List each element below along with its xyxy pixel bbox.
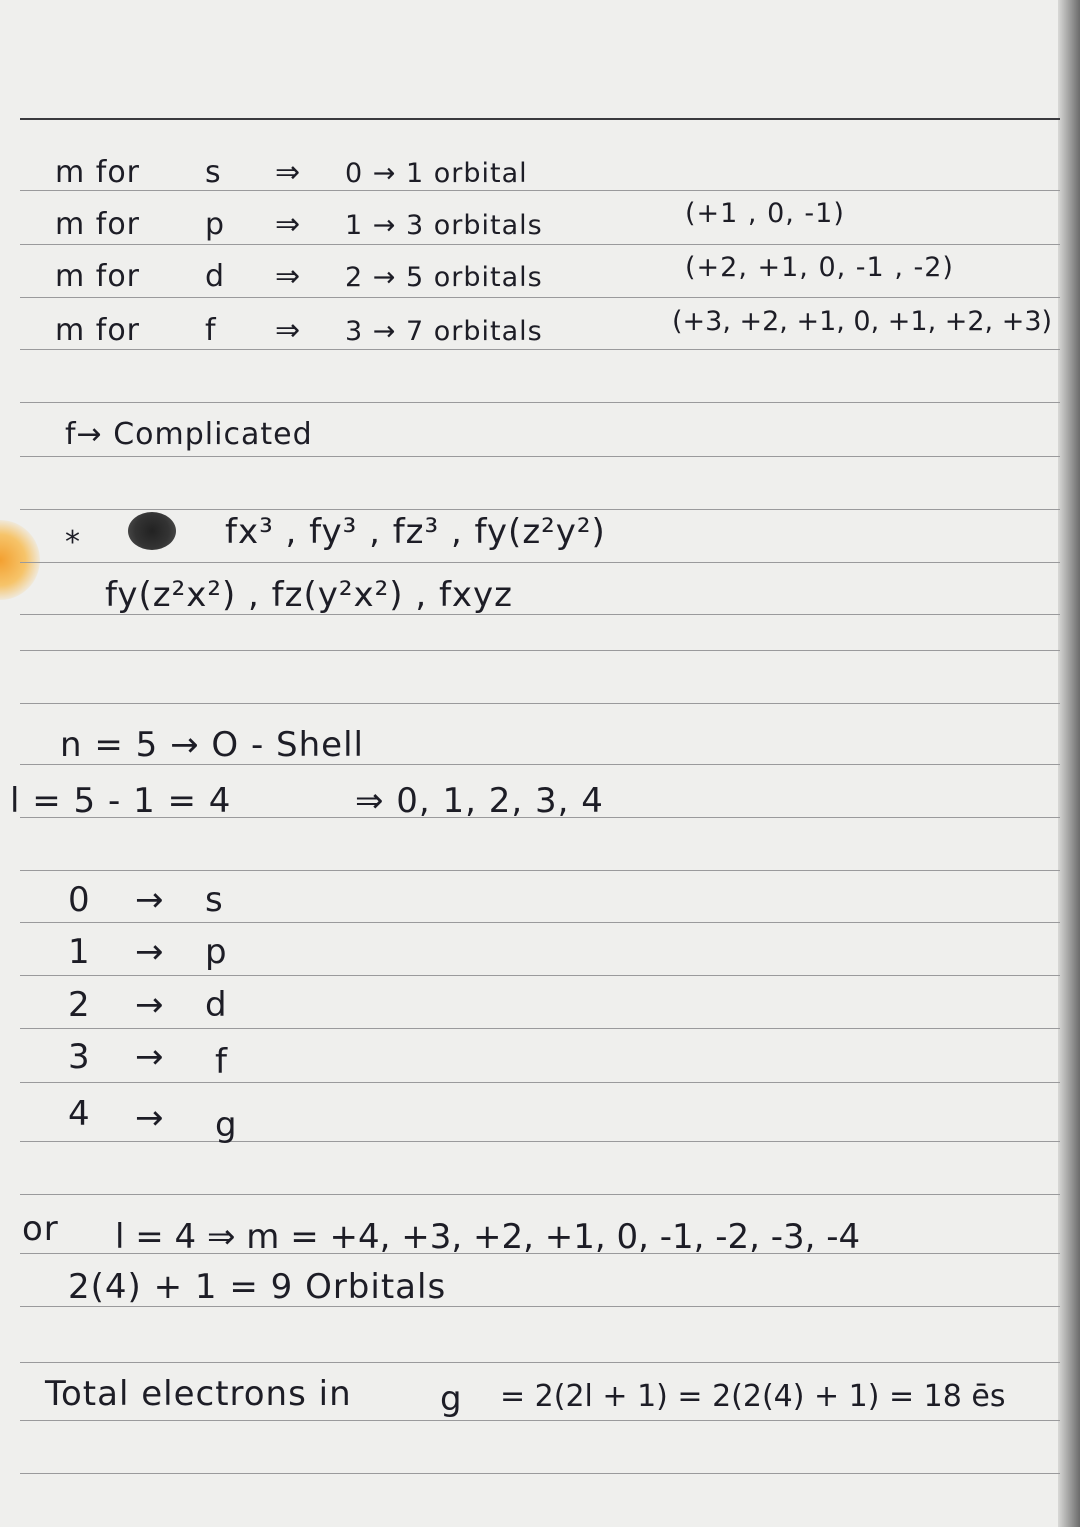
- map-arrow: →: [135, 932, 165, 972]
- map-letter: g: [215, 1105, 238, 1145]
- l4-line1: l = 4 ⇒ m = +4, +3, +2, +1, 0, -1, -2, -3, -4: [115, 1217, 861, 1257]
- total-formula: = 2(2l + 1) = 2(2(4) + 1) = 18 ēs: [500, 1379, 1006, 1414]
- rule-line: [20, 1028, 1060, 1029]
- m-arrow: ⇒: [275, 259, 302, 294]
- rule-line: [20, 1141, 1060, 1142]
- rule-line: [20, 650, 1060, 651]
- map-letter: p: [205, 932, 228, 972]
- f-note: f→ Complicated: [65, 417, 313, 452]
- map-num: 1: [68, 932, 91, 972]
- map-arrow: →: [135, 1037, 165, 1077]
- m-value: 0 → 1 orbital: [345, 158, 528, 189]
- m-value: 1 → 3 orbitals: [345, 210, 543, 241]
- rule-line: [20, 1420, 1060, 1421]
- map-arrow: →: [135, 985, 165, 1025]
- rule-line: [20, 975, 1060, 976]
- l-values: ⇒ 0, 1, 2, 3, 4: [355, 781, 604, 821]
- m-set: (+3, +2, +1, 0, +1, +2, +3): [672, 306, 1053, 337]
- rule-line: [20, 1473, 1060, 1474]
- rule-line: [20, 562, 1060, 563]
- map-num: 0: [68, 880, 91, 920]
- m-set: (+1 , 0, -1): [685, 198, 845, 229]
- map-letter: s: [205, 880, 224, 920]
- f-orbitals-line2: fy(z²x²) , fz(y²x²) , fxyz: [105, 575, 514, 615]
- rule-line: [20, 1194, 1060, 1195]
- rule-line: [20, 703, 1060, 704]
- l-line: l = 5 - 1 = 4: [10, 781, 232, 821]
- m-arrow: ⇒: [275, 155, 302, 190]
- rule-line: [20, 297, 1060, 298]
- rule-line: [20, 922, 1060, 923]
- orange-stain: [0, 520, 40, 600]
- m-sub: p: [205, 207, 226, 242]
- or-prefix: or: [22, 1209, 59, 1249]
- rule-line: [20, 190, 1060, 191]
- rule-line: [20, 349, 1060, 350]
- m-label: m for: [55, 313, 141, 348]
- map-num: 2: [68, 985, 91, 1025]
- m-sub: d: [205, 259, 226, 294]
- m-label: m for: [55, 259, 141, 294]
- map-arrow: →: [135, 880, 165, 920]
- m-value: 3 → 7 orbitals: [345, 316, 543, 347]
- total-orbital: g: [440, 1379, 463, 1419]
- rule-line: [20, 402, 1060, 403]
- m-arrow: ⇒: [275, 207, 302, 242]
- m-sub: f: [205, 313, 217, 348]
- rule-line: [20, 456, 1060, 457]
- total-label: Total electrons in: [45, 1374, 352, 1414]
- m-arrow: ⇒: [275, 313, 302, 348]
- map-arrow: →: [135, 1098, 165, 1138]
- map-num: 4: [68, 1094, 91, 1134]
- map-letter: d: [205, 985, 228, 1025]
- rule-line: [20, 1362, 1060, 1363]
- m-set: (+2, +1, 0, -1 , -2): [685, 252, 954, 283]
- m-label: m for: [55, 155, 141, 190]
- rule-line: [20, 509, 1060, 510]
- scribble-blot: [128, 512, 176, 550]
- map-letter: f: [215, 1042, 228, 1082]
- m-sub: s: [205, 155, 222, 190]
- rule-line: [20, 1082, 1060, 1083]
- n-line: n = 5 → O - Shell: [60, 725, 364, 765]
- map-num: 3: [68, 1037, 91, 1077]
- top-margin-line: [20, 118, 1060, 120]
- l4-line2: 2(4) + 1 = 9 Orbitals: [68, 1267, 447, 1307]
- m-label: m for: [55, 207, 141, 242]
- f-orbitals-line1: fx³ , fy³ , fz³ , fy(z²y²): [225, 512, 606, 552]
- m-value: 2 → 5 orbitals: [345, 262, 543, 293]
- rule-line: [20, 244, 1060, 245]
- bullet: *: [65, 525, 81, 560]
- rule-line: [20, 870, 1060, 871]
- page-edge-shadow: [1058, 0, 1080, 1527]
